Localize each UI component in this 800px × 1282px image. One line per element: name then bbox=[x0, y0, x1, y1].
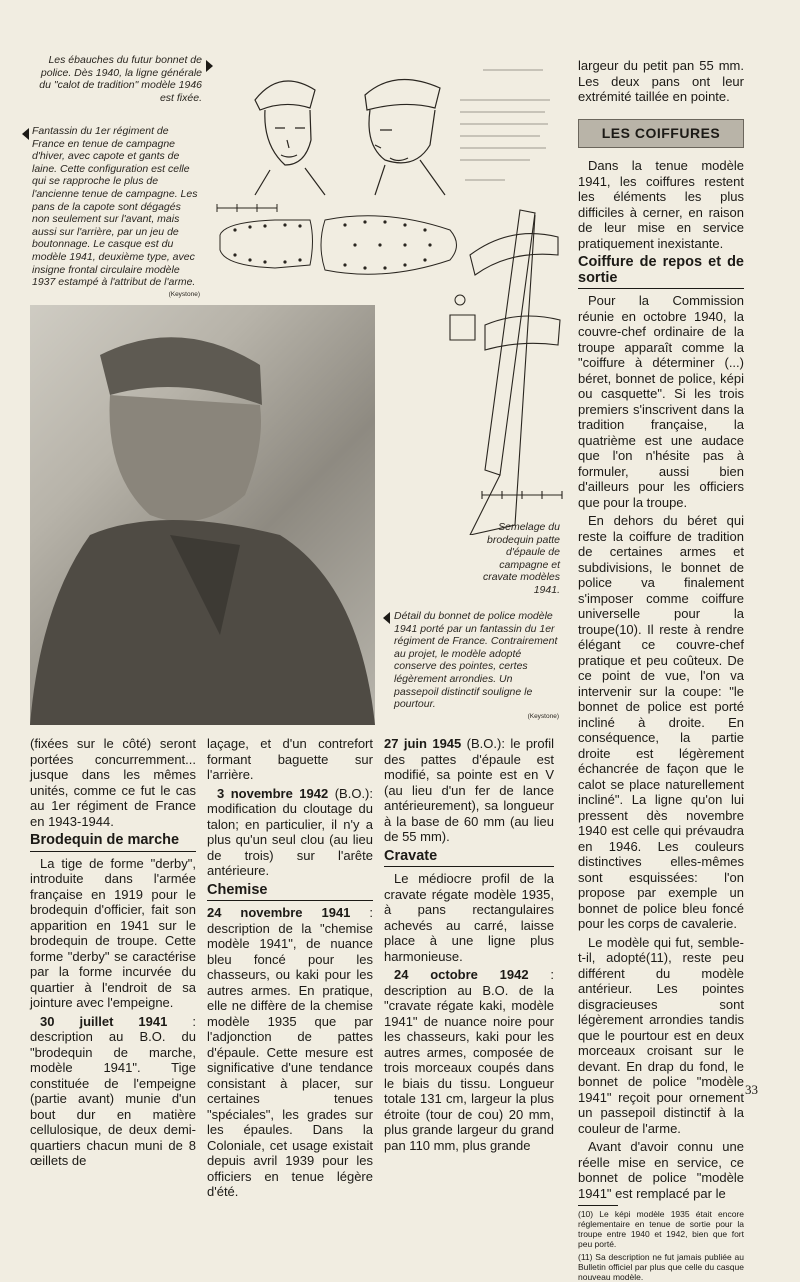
column-3 bbox=[384, 736, 554, 1156]
caption-pointer-icon bbox=[206, 60, 213, 72]
col3-p2: Le médiocre profil de la cravate régate modèle 1935, à pans rectangulaires achevés au carré, laisse place à une ligne plus harmonieuse. bbox=[384, 871, 554, 964]
col2-p1: laçage, et d'un contrefort formant baguette sur l'arrière. bbox=[207, 736, 373, 782]
sole-illustration bbox=[215, 200, 465, 295]
column-1 bbox=[30, 736, 196, 1172]
column-4 bbox=[578, 58, 744, 1282]
heading-chemise: Chemise bbox=[207, 883, 373, 902]
heading-brodequin: Brodequin de marche bbox=[30, 833, 196, 852]
footnote-10: (10) Le képi modèle 1935 était encore réglementaire en tenue de sortie pour la troupe entre 1940 et 1942, bien que fort peu porté. bbox=[578, 1209, 744, 1249]
column-2 bbox=[207, 736, 373, 1203]
col4-p2: Pour la Commission réunie en octobre 1940, la couvre-chef ordinaire de la troupe apparaît comme la "coiffure à déterminer (...) béret, bonnet de police, képi ou casquette". Si les trois premiers s'inscrivent dans la tradition française, la quatrième est une audace que l'on n'hésite pas à formuler, aussi bien d'ailleurs pour les officiers que pour la troupe. bbox=[578, 293, 744, 510]
col3-date-1: 27 juin 1945 bbox=[384, 736, 462, 751]
heading-cravate: Cravate bbox=[384, 849, 554, 868]
col2-date-1: 3 novembre 1942 bbox=[217, 785, 329, 801]
col4-p5: Avant d'avoir connu une réelle mise en service, ce bonnet de police "modèle 1941" est remplacé par le bbox=[578, 1139, 744, 1201]
footnote-11: (11) Sa description ne fut jamais publiée au Bulletin officiel par plus que celle du casque nouveau modèle. bbox=[578, 1252, 744, 1282]
col4-p1: Dans la tenue modèle 1941, les coiffures restent les éléments les plus difficiles à cerner, en raison de leur mise en service pratiquement inexistante. bbox=[578, 158, 744, 251]
bonnet-sketch-illustration bbox=[215, 60, 565, 200]
page-number: 33 bbox=[745, 1082, 758, 1097]
col1-intro: (fixées sur le côté) seront portées concurremment... jusque dans les mêmes unités, comme ce fut le cas au 1er régiment de France en 1943-1944. bbox=[30, 736, 196, 829]
col4-p4: Le modèle qui fut, semble-t-il, adopté(11), reste peu différent du modèle antérieur. Les pointes disgracieuses sont légèrement arrondies tandis que le pourtour est en deux morceaux croisant sur le devant. En drap du fond, le bonnet de police "modèle 1941" reçoit pour ornement un passepoil distinctif à la couleur de l'arme. bbox=[578, 934, 744, 1136]
footnote-divider bbox=[578, 1205, 618, 1206]
caption-detail: Détail du bonnet de police modèle 1941 porté par un fantassin du 1er régiment de France. Contrairement au projet, le modèle adopté conserve des pointes, certes légèrement arrondies. Un passepoil distinctif souligne le pourtour. (Keystone) bbox=[394, 610, 559, 720]
col2-date-2: 24 novembre 1941 bbox=[207, 905, 351, 920]
tie-illustration bbox=[440, 205, 570, 535]
soldier-photo bbox=[30, 305, 375, 725]
col3-p3: : description au B.O. de la "cravate régate kaki, modèle 1941" de nuance noire pour les chasseurs, kaki pour les autres armes, composée de trois morceaux coupés dans le biais du tissu. Longueur totale 131 cm, largeur la plus étroite (tour de cou) 20 mm, plus grande largeur du grand pan 110 mm, plus grande bbox=[384, 967, 554, 1153]
section-banner-coiffures: LES COIFFURES bbox=[578, 119, 744, 149]
col3-date-2: 24 octobre 1942 bbox=[394, 967, 529, 982]
col1-date: 30 juillet 1941 bbox=[40, 1013, 168, 1029]
caption-semelage: Semelage du brodequin patte d'épaule de campagne et cravate modèles 1941. bbox=[482, 521, 560, 596]
col4-p3: En dehors du béret qui reste la coiffure de tradition de certaines armes et subdivisions, le bonnet de police va finalement s'imposer comme coiffure universelle pour la troupe(10). Il reste à rendre élégant ce couvre-chef pratique et peu coûteux. De ce point de vue, l'on va intervenir sur la coupe: "le bonnet de police est porté incliné à droite. En conséquence, la partie droite est légèrement échancrée de façon que le calot se place naturellement incliné". La ligne qu'on lui pressent dès novembre 1940 est celle qui prévaudra en 1946. Les couleurs distinctives elles-mêmes sont esquissées: l'on propose par exemple un bonnet de police bleu foncé pour les corps de cavalerie. bbox=[578, 513, 744, 931]
col1-p2: : description au B.O. du "brodequin de marche, modèle 1941". Tige constituée de l'empeigne (partie avant) munie d'un bout dur en matière cellulosique, de deux demi-quartiers chacun muni de 8 œillets de bbox=[30, 1013, 196, 1168]
col2-p3: : description de la "chemise modèle 1941", de nuance bleu foncé pour les chasseurs, ou kaki pour les autres armes. En pratique, elle ne diffère de la chemise modèle 1935 que par l'adjonction de pattes d'épaule. Cette mesure est significative d'une tendance consistant à placer, sur certaines tenues "spéciales", les grades sur les épaules. Dans la Coloniale, cet usage existait depuis avril 1939 pour les officiers en tenue légère d'été. bbox=[207, 905, 373, 1199]
heading-coiffure: Coiffure de repos et de sortie bbox=[578, 255, 744, 289]
col3-p1: (B.O.): le profil des pattes d'épaule est modifié, sa pointe est en V (au lieu d'un fer de lance antérieurement), sa longueur à la base de 60 mm (au lieu de 55 mm). bbox=[384, 736, 554, 844]
col4-p0: largeur du petit pan 55 mm. Les deux pans ont leur extrémité taillée en pointe. bbox=[578, 58, 744, 104]
col2-p2: (B.O.): modification du cloutage du talon; en particulier, il n'y a plus qu'un seul clou (au lieu de trois) sur l'arête antérieure. bbox=[207, 785, 373, 878]
caption-bonnet-sketch: Les ébauches du futur bonnet de police. Dès 1940, la ligne générale du "calot de tradition" modèle 1946 est fixée. bbox=[39, 54, 202, 104]
col1-p1: La tige de forme "derby", introduite dans l'armée française en 1919 pour le brodequin d'officier, fait son apparition en 1941 sur le brodequin de troupe. Cette forme "derby" se caractérise par la forme incurvée du quartier à l'endroit de sa jointure avec l'empeigne. bbox=[30, 855, 196, 1010]
caption-pointer-icon bbox=[383, 612, 390, 624]
caption-pointer-icon bbox=[22, 128, 29, 140]
caption-fantassin: Fantassin du 1er régiment de France en tenue de campagne d'hiver, avec capote et gants de laine. Cette configuration est celle qui se rapproche le plus de l'ancienne tenue de campagne. Les pans de la capote sont dégagés non seulement sur l'avant, mais aussi sur l'arrière, par un jeu de boutonnage. Le casque est du modèle 1941, deuxième type, avec insigne frontal circulaire modèle 1937 estampé à l'attribut de l'arme. (Keystone) bbox=[32, 125, 200, 298]
